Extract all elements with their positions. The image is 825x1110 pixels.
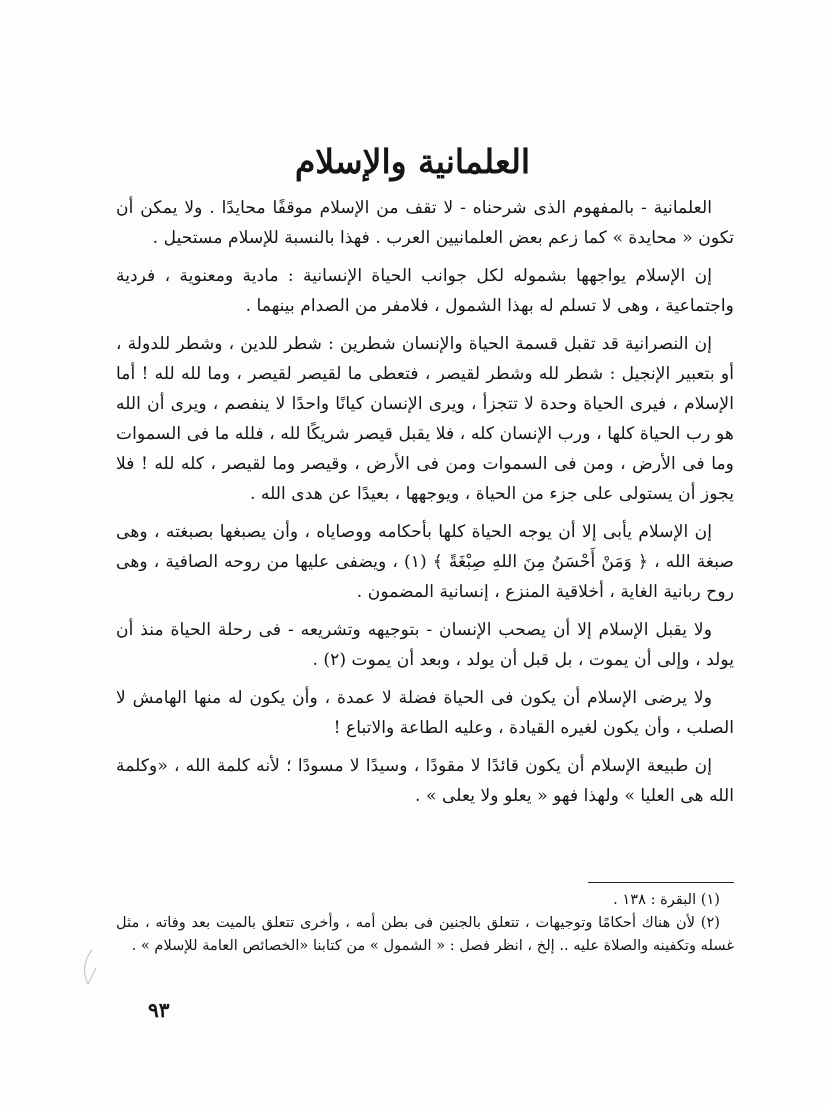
paragraph: إن الإسلام يواجهها بشموله لكل جوانب الحياة الإنسانية : مادية ومعنوية ، فردية واجتماعية ، وهى لا تسلم له بهذا الشمول ، فلامفر من الصدام بينهما . <box>116 266 734 316</box>
paragraph: العلمانية - بالمفهوم الذى شرحناه - لا تقف من الإسلام موقفًا محايدًا . ولا يمكن أن تكون « محايدة » كما زعم بعض العلمانيين العرب . فهذا بالنسبة للإسلام مستحيل . <box>116 198 734 248</box>
footnote-separator <box>588 882 734 883</box>
paragraph: ولا يقبل الإسلام إلا أن يصحب الإنسان - بتوجيهه وتشريعه - فى رحلة الحياة منذ أن يولد ، وإلى أن يموت ، بل قبل أن يولد ، وبعد أن يموت (٢) . <box>116 620 734 670</box>
footnote: (١) البقرة : ١٣٨ . <box>613 891 720 908</box>
paragraph: إن طبيعة الإسلام أن يكون قائدًا لا مقودًا ، وسيدًا لا مسودًا ؛ لأنه كلمة الله ، «وكلمة الله هى العليا » ولهذا فهو « يعلو ولا يعلى » . <box>116 756 734 806</box>
margin-pencil-mark <box>78 948 100 988</box>
body-text <box>116 193 734 819</box>
paragraph: ولا يرضى الإسلام أن يكون فى الحياة فضلة لا عمدة ، وأن يكون له منها الهامش لا الصلب ، وأن يكون لغيره القيادة ، وعليه الطاعة والاتباع ! <box>116 688 734 738</box>
footnotes <box>116 888 734 957</box>
footnote: (٢) لأن هناك أحكامًا وتوجيهات ، تتعلق بالجنين فى بطن أمه ، وأخرى تتعلق بالميت بعد وفاته ، مثل غسله وتكفينه والصلاة عليه .. إلخ ، انظر فصل : « الشمول » من كتابنا «الخصائص العامة للإسلام » . <box>116 914 734 954</box>
page-number: ٩٣ <box>148 998 170 1022</box>
page-title: العلمانية والإسلام <box>294 142 531 181</box>
paragraph: إن الإسلام يأبى إلا أن يوجه الحياة كلها بأحكامه ووصاياه ، وأن يصبغها بصبغته ، وهى صبغة الله ، ﴿ وَمَنْ أَحْسَنُ مِنَ اللهِ صِبْغَةً ﴾ (١) ، ويضفى عليها من روحه الصافية ، وهى روح ربانية الغاية ، أخلاقية المنزع ، إنسانية المضمون . <box>116 522 735 602</box>
paragraph: إن النصرانية قد تقبل قسمة الحياة والإنسان شطرين : شطر للدين ، وشطر للدولة ، أو بتعبير الإنجيل : شطر لله وشطر لقيصر ، فتعطى ما لقيصر لقيصر ، وما لله لله ! أما الإسلام ، فيرى الحياة وحدة لا تتجزأ ، ويرى الإنسان كيانًا واحدًا لا ينفصم ، ويرى أن الله هو رب الحياة كلها ، ورب الإنسان كله ، فلا يقبل قيصر شريكًا لله ، فلله ما فى السموات وما فى الأرض ، ومن فى السموات ومن فى الأرض ، وقيصر وما لقيصر ، كله لله ! فلا يجوز أن يستولى على جزء من الحياة ، ويوجهها ، بعيدًا عن هدى الله . <box>116 334 734 504</box>
